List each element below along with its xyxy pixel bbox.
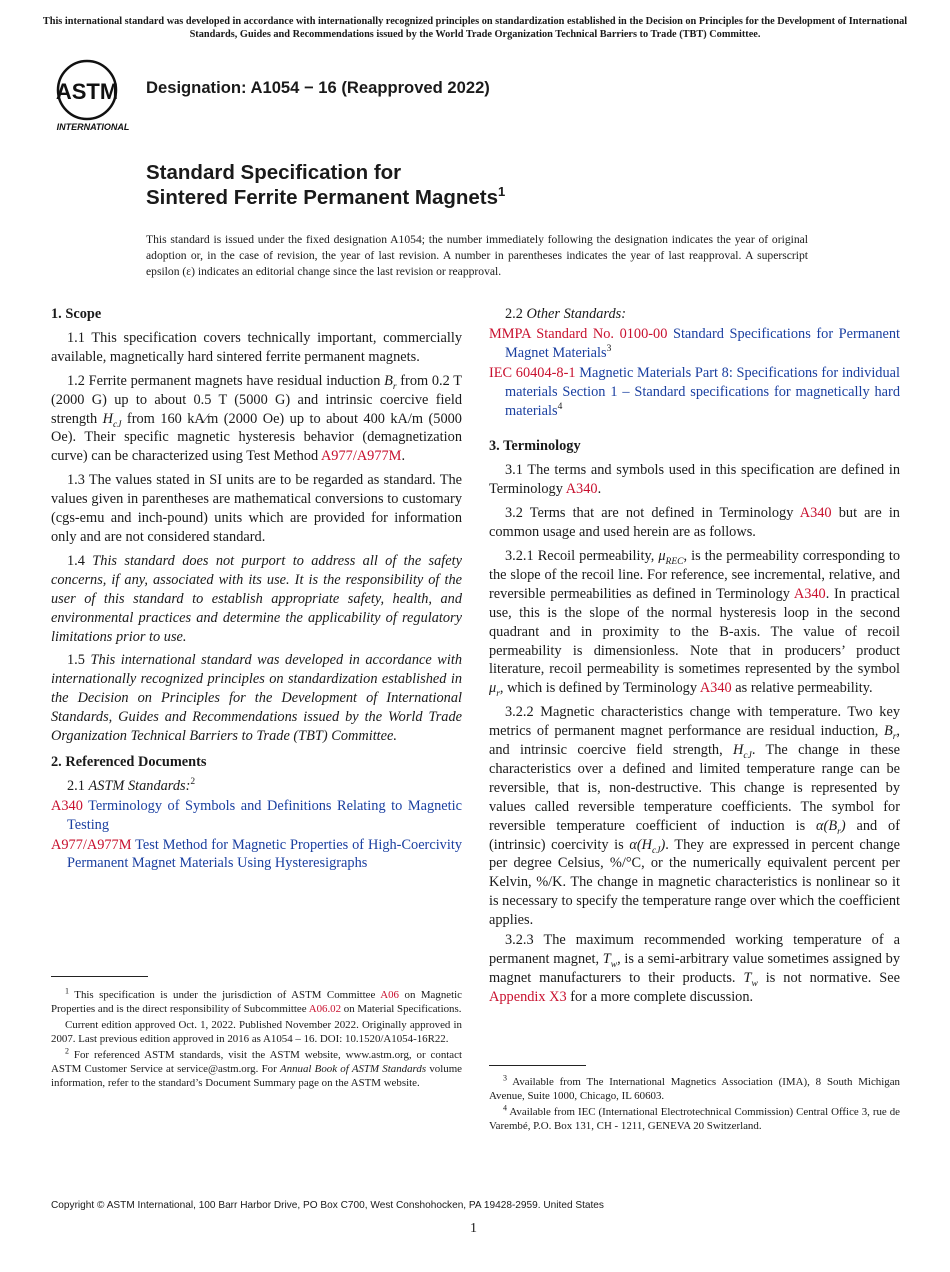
link-a340-3-2-1b[interactable]: A340: [699, 680, 732, 697]
link-a977[interactable]: A977/A977M: [320, 448, 402, 465]
paragraph-3-2: 3.2 Terms that are not defined in Terminology A340 but are in common usage and used herein are as follows.: [489, 505, 900, 541]
link-iec-title[interactable]: Magnetic Materials Part 8: Specifications for individual materials Section 1 – Standard specifications for magnetically hard materials: [505, 364, 900, 419]
left-column: [51, 305, 462, 874]
page-number: 1: [470, 1221, 477, 1236]
title-line-2: Sintered Ferrite Permanent Magnets: [146, 186, 499, 209]
title-line-1: Standard Specification for: [146, 161, 402, 184]
footnote-divider-left: [51, 976, 148, 977]
paragraph-3-1: 3.1 The terms and symbols used in this specification are defined in Terminology A340.: [489, 462, 900, 498]
link-a340-3-1[interactable]: A340: [565, 481, 598, 498]
paragraph-3-2-2: 3.2.2 Magnetic characteristics change with temperature. Two key metrics of permanent magnet performance are residual induction, $B_r$, and intrinsic coercive field strength, $H_{cJ}$. The change in these characteristics over a defined and limited temperature range can be reversible, that is, non-destructive. This change is represented by values called reversible temperature coefficients. The symbol for reversible temperature coefficient of induction is $\alpha(B_r)$ and of (intrinsic) coercivity is $\alpha(H_{cJ})$. They are expressed in percent change per degree Celsius, %/°C, or the numerically equivalent percent per Kelvin, %/K. The change in magnetic characteristics is nonlinear so it is necessary to specify the temperature range over which the coefficient applies.: [489, 704, 900, 929]
reference-a340: [51, 797, 462, 835]
section-heading-scope: 1. Scope: [51, 306, 102, 322]
link-a06[interactable]: A06: [380, 989, 399, 1001]
link-a340-3-2-1a[interactable]: A340: [793, 585, 826, 602]
reference-a977: [51, 836, 462, 874]
logo-text: ASTM: [55, 79, 119, 104]
footnote-1-edition: Current edition approved Oct. 1, 2022. Published November 2022. Originally approved in 2007. Last previous edition approved in 2016 as A1054 – 16. DOI: 10.1520/A1054-16R22.: [51, 1019, 462, 1045]
paragraph-1-5: 1.5 This international standard was developed in accordance with internationally recognized principles on standardization established in the Decision on Principles for the Development of International Standards, Guides and Recommendations issued by the World Trade Organization Technical Barriers to Trade (TBT) Committee.: [51, 652, 462, 745]
paragraph-1-3: 1.3 The values stated in SI units are to be regarded as standard. The values given in parentheses are mathematical conversions to customary (cgs-emu and inch-pound) units which are provided for information only and are not considered standard.: [51, 472, 462, 545]
section-heading-terminology: 3. Terminology: [489, 438, 581, 455]
footnote-divider-right: [489, 1065, 586, 1066]
paragraph-2-2: 2.2 Other Standards:: [505, 306, 626, 322]
astm-logo: [52, 57, 134, 133]
link-appendix-x3[interactable]: Appendix X3: [489, 988, 567, 1005]
link-a340-3-2[interactable]: A340: [799, 505, 832, 522]
right-column: [489, 305, 900, 1012]
link-mmpa-title[interactable]: Standard Specifications for Permanent Magnet Materials: [505, 325, 901, 361]
paragraph-2-1: 2.1 ASTM Standards:$^2$: [67, 777, 196, 794]
link-a977-title[interactable]: Test Method for Magnetic Properties of High-Coercivity Permanent Magnet Materials Using Hysteresigraphs: [67, 836, 462, 872]
intro-paragraph: This standard is issued under the fixed designation A1054; the number immediately following the designation indicates the year of original adoption or, in the case of revision, the year of last revision. A number in parentheses indicates the year of last reapproval. A superscript epsilon (ε) indicates an editorial change since the last revision or reapproval.: [146, 233, 808, 278]
link-a977-code[interactable]: A977/A977M: [51, 836, 132, 853]
paragraph-1-2: 1.2 Ferrite permanent magnets have residual induction $B_r$ from 0.2 T (2000 G) up to about 0.5 T (5000 G) and intrinsic coercive field strength $H_{cJ}$ from 160 kA⁄m (2000 Oe) up to about 400 kA/m (5000 Oe). Their specific magnetic hysteresis behavior (demagnetization curve) can be characterized using Test Method A977/A977M.: [51, 372, 463, 465]
footnotes-right: [489, 1075, 900, 1135]
footnote-4: $^4$ Available from IEC (International Electrotechnical Commission) Central Office 3, rue de Varembé, P.O. Box 131, CH - 1211, GENEVA 20 Switzerland.: [489, 1103, 900, 1132]
footnote-1: $^1$ This specification is under the jurisdiction of ASTM Committee A06 on Magnetic Properties and is the direct responsibility of Subcommittee A06.02 on Material Specifications.: [51, 986, 463, 1015]
copyright-notice: Copyright © ASTM International, 100 Barr Harbor Drive, PO Box C700, West Conshohocken, PA 19428-2959. United States: [51, 1200, 604, 1211]
reference-mmpa: MMPA Standard No. 0100-00 Standard Specifications for Permanent Magnet Materials$^3$: [489, 325, 901, 361]
footnotes-left: [51, 988, 462, 1092]
title-footnote-mark: 1: [498, 184, 506, 200]
page-title: [146, 160, 505, 210]
logo-subtext: INTERNATIONAL: [56, 122, 130, 132]
footnote-2: $^2$ For referenced ASTM standards, visit the ASTM website, www.astm.org, or contact ASTM Customer Service at service@astm.org. For Annual Book of ASTM Standards volume information, refer to the standard’s Document Summary page on the ASTM website.: [51, 1046, 463, 1089]
paragraph-3-2-3: 3.2.3 The maximum recommended working temperature of a permanent magnet, $T_w$, is a semi-arbitrary value sometimes assigned by magnet manufacturers to their products. $T_w$ is not normative. See Appendix X3 for a more complete discussion.: [489, 932, 900, 1005]
link-mmpa[interactable]: MMPA Standard No. 0100-00: [489, 325, 668, 342]
top-notice: This international standard was developed in accordance with internationally recognized principles on standardization established in the Decision on Principles for the Development of International Standards, Guides and Recommendations issued by the World Trade Organization Technical Barriers to Trade (TBT) Committee.: [42, 16, 908, 40]
link-a340-title[interactable]: Terminology of Symbols and Definitions Relating to Magnetic Testing: [67, 797, 462, 833]
footnote-3: $^3$ Available from The International Magnetics Association (IMA), 8 South Michigan Avenue, Suite 1000, Chicago, IL 60603.: [489, 1073, 900, 1102]
paragraph-1-4: 1.4 This standard does not purport to address all of the safety concerns, if any, associated with its use. It is the responsibility of the user of this standard to establish appropriate safety, health, and environmental practices and determine the applicability of regulatory limitations prior to use.: [51, 552, 463, 645]
paragraph-1-1: 1.1 This specification covers technically important, commercially available, magnetically hard sintered ferrite permanent magnets.: [51, 329, 462, 365]
reference-iec: IEC 60404-8-1 Magnetic Materials Part 8: Specifications for individual materials Section 1 – Standard specifications for magnetically hard materials$^4$: [489, 364, 900, 419]
link-a06-02[interactable]: A06.02: [308, 1003, 342, 1015]
paragraph-3-2-1: 3.2.1 Recoil permeability, $\mu_{REC}$, is the permeability corresponding to the slope of the recoil line. For reference, see incremental, relative, and reversible permeabilities as defined in Terminology A340. In practical use, this is the slope of the normal hysteresis loop in the second quadrant and in proximity to the B-axis. The value of recoil permeability is dimensionless. Note that in producers’ product literature, recoil permeability is sometimes represented by the symbol $\mu_r$, which is defined by Terminology A340 as relative permeability.: [489, 547, 900, 700]
section-heading-referenced-documents: 2. Referenced Documents: [51, 753, 207, 770]
link-a340[interactable]: A340: [51, 797, 83, 814]
link-iec[interactable]: IEC 60404-8-1: [489, 364, 576, 381]
designation: Designation: A1054 − 16 (Reapproved 2022): [146, 78, 490, 97]
